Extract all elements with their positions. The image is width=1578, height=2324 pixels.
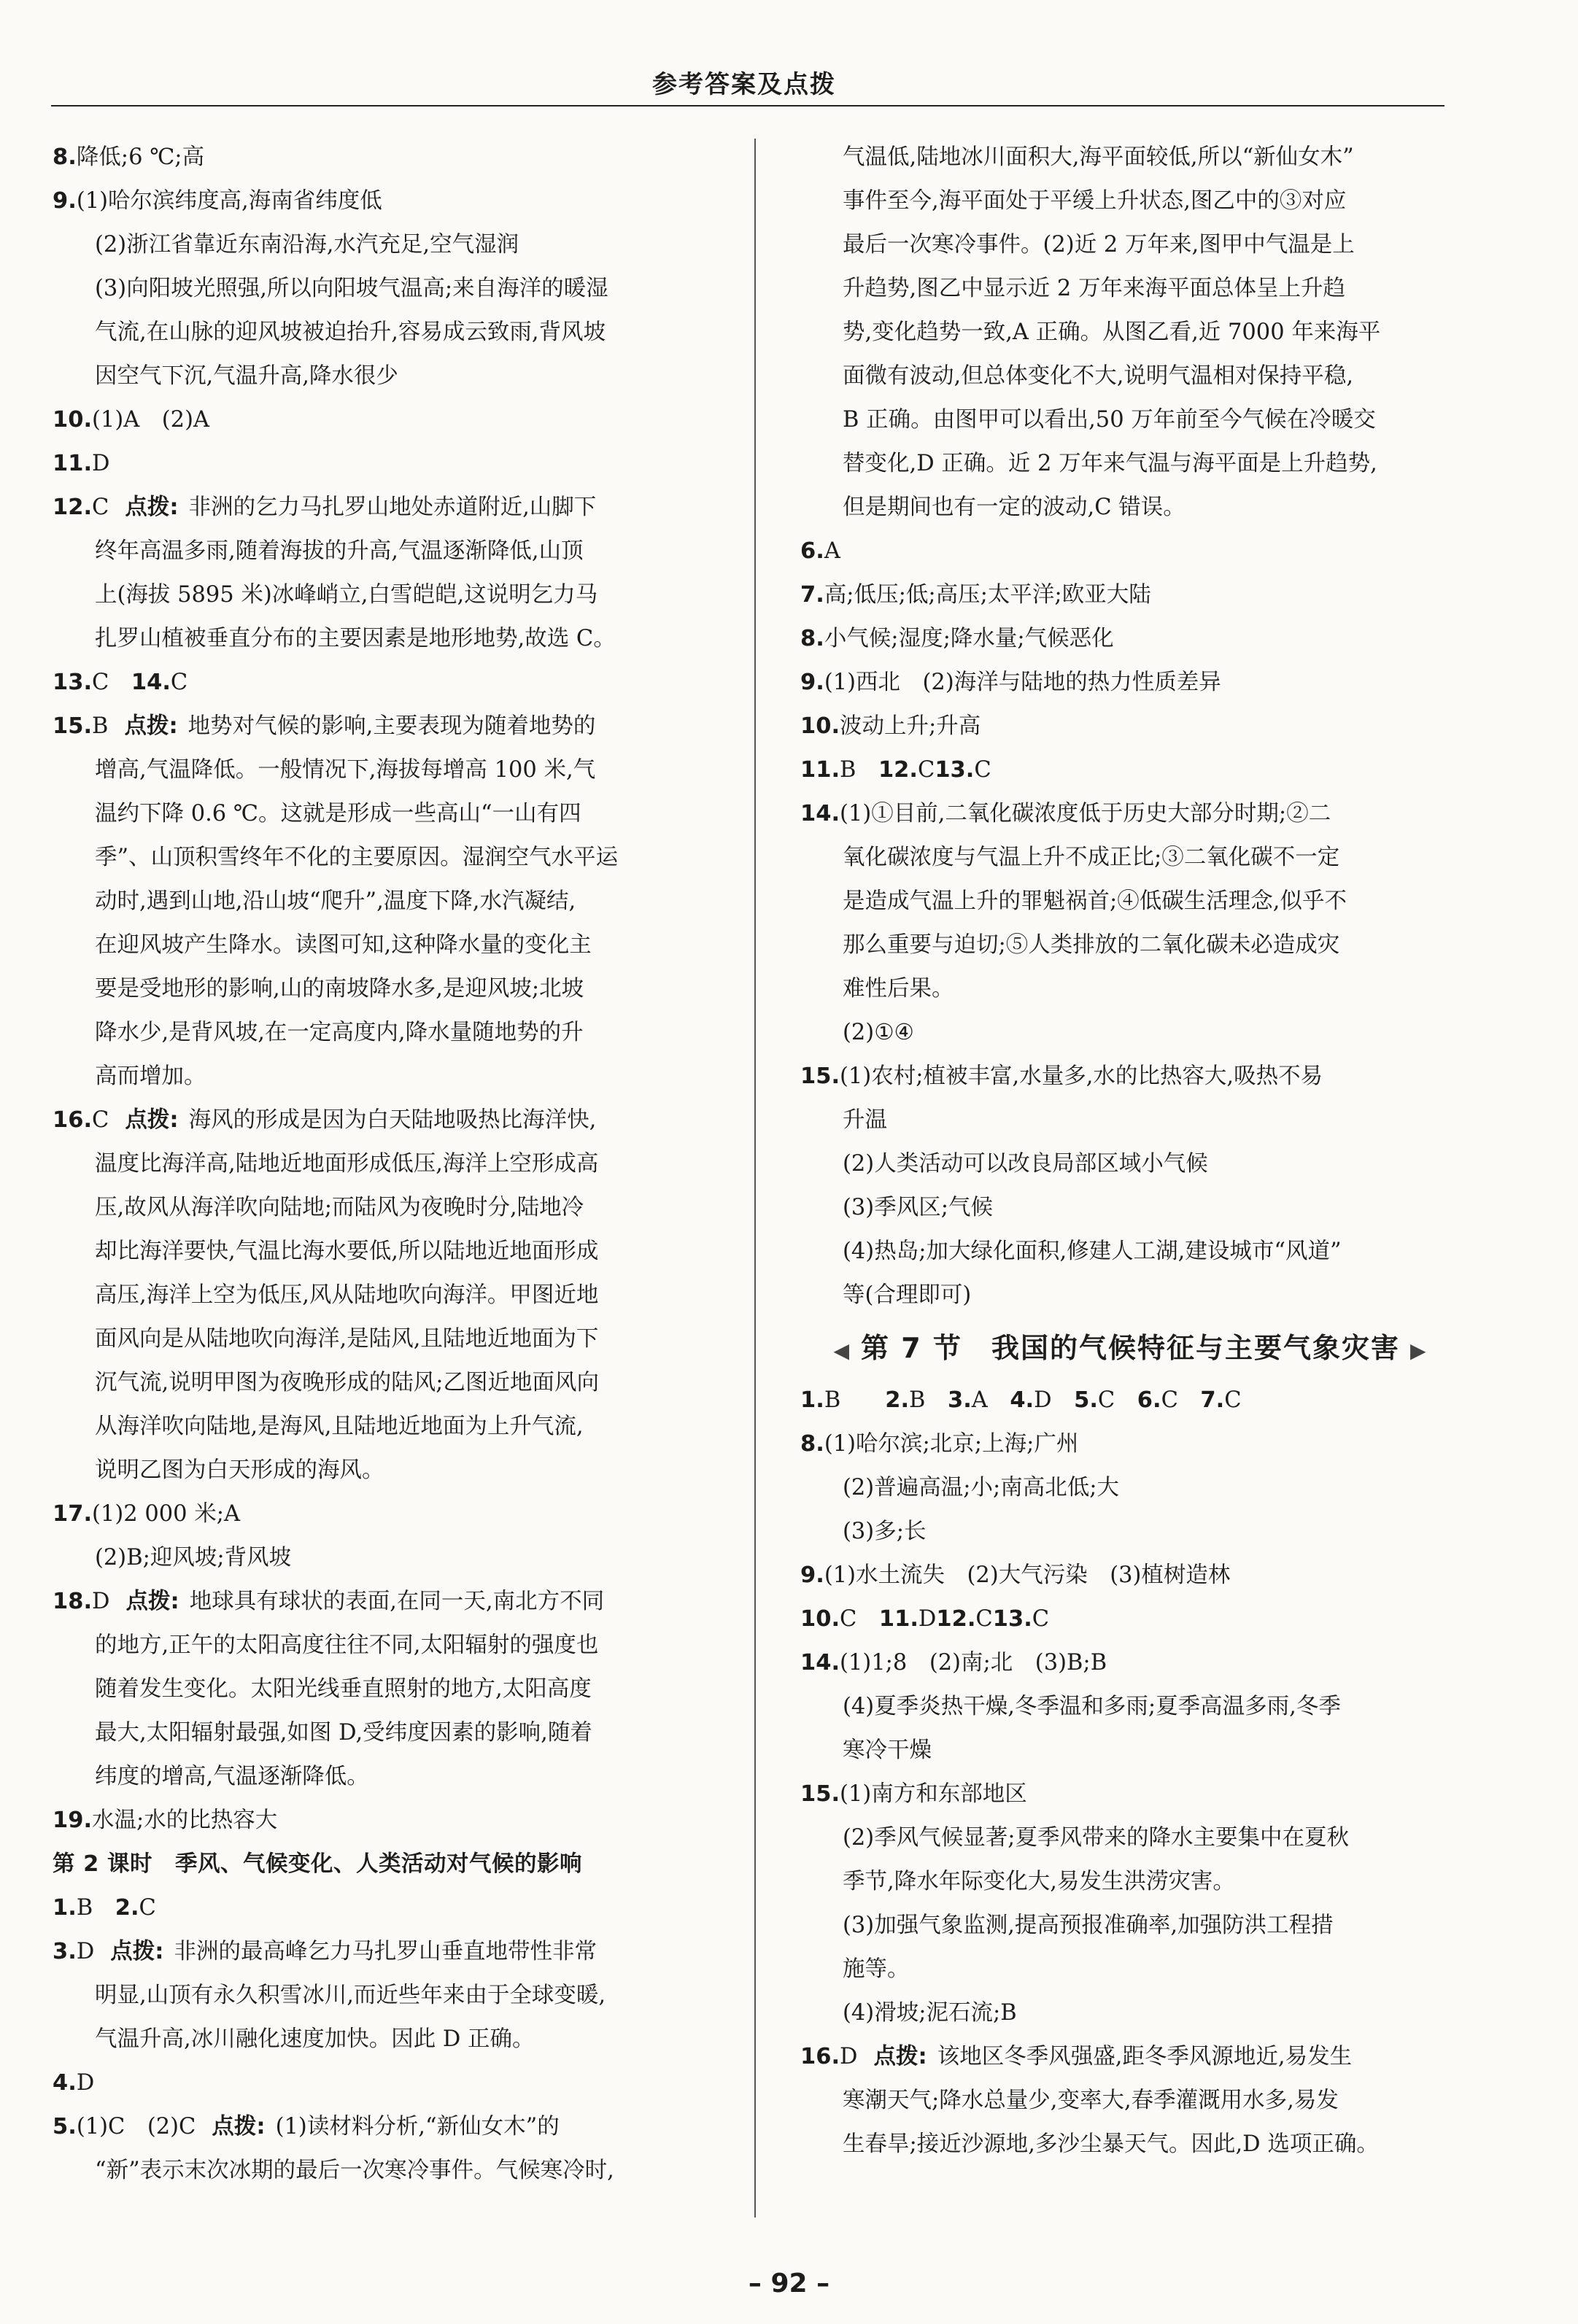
answer-line	[53, 355, 713, 398]
answer-text: B	[76, 1895, 93, 1921]
answer-line	[53, 179, 713, 223]
question-number: 9.	[800, 670, 824, 695]
tip-text: 地球具有球状的表面,在同一天,南北方不同	[189, 1589, 605, 1614]
answer-line	[800, 1860, 1461, 1904]
answer-line	[53, 1274, 713, 1317]
question-number: 10.	[800, 713, 840, 739]
answer-text: 但是期间也有一定的波动,C 错误。	[843, 495, 1186, 520]
answer-text: (4)热岛;加大绿化面积,修建人工湖,建设城市“风道”	[843, 1239, 1342, 1264]
answer-text: (3)向阳坡光照强,所以向阳坡气温高;来自海洋的暖湿	[95, 276, 608, 301]
answer-line	[53, 1624, 713, 1668]
answer-text: 说明乙图为白天形成的海风。	[95, 1457, 384, 1483]
answer-text: 压,故风从海洋吹向陆地;而陆风为夜晚时分,陆地冷	[95, 1195, 584, 1220]
answer-text: D	[918, 1606, 937, 1632]
answer-text: 事件至今,海平面处于平缓上升状态,图乙中的③对应	[843, 188, 1347, 214]
answer-line	[53, 880, 713, 923]
answer-text: D	[76, 1939, 95, 1964]
answer-line	[800, 1554, 1461, 1597]
question-number: 7.	[1200, 1387, 1225, 1413]
answer-text: C	[1161, 1387, 1201, 1413]
question-number: 7.	[800, 582, 824, 608]
answer-text: 小气候;湿度;降水量;气候恶化	[824, 626, 1114, 651]
answer-text: C	[92, 495, 109, 520]
question-number: 5.	[53, 2114, 77, 2139]
page-number: – 92 –	[748, 2269, 830, 2298]
question-number: 9.	[53, 188, 77, 214]
answer-text: 扎罗山植被垂直分布的主要因素是地形地势,故选 C。	[95, 626, 616, 651]
answer-line	[800, 1466, 1461, 1510]
answer-line	[800, 836, 1461, 880]
answer-line	[800, 1773, 1461, 1816]
answer-line	[800, 179, 1461, 223]
answer-line	[53, 1930, 713, 1974]
answer-text: (1)2 000 米;A	[92, 1501, 241, 1527]
answer-line	[800, 311, 1461, 355]
question-number: 12.	[53, 495, 93, 520]
section-heading	[800, 1317, 1461, 1379]
answer-line	[53, 1886, 713, 1930]
question-number: 15.	[800, 1781, 840, 1807]
answer-line	[53, 311, 713, 355]
question-number: 11.	[800, 757, 840, 783]
answer-line	[800, 1991, 1461, 2035]
tip-label: 点拨:	[212, 2114, 266, 2139]
question-number: 14.	[800, 801, 840, 826]
question-number: 6.	[1137, 1387, 1161, 1413]
answer-text: 终年高温多雨,随着海拔的升高,气温逐渐降低,山顶	[95, 538, 584, 564]
answer-text: 却比海洋要快,气温比海水要低,所以陆地近地面形成	[95, 1239, 599, 1264]
tip-label: 点拨:	[125, 1589, 179, 1614]
question-number: 8.	[53, 144, 77, 170]
question-number: 17.	[53, 1501, 93, 1527]
question-number: 19.	[53, 1808, 93, 1833]
answer-text: 面微有波动,但总体变化不大,说明气温相对保持平稳,	[843, 363, 1354, 389]
answer-text: B	[824, 1387, 863, 1413]
question-number: 3.	[947, 1387, 972, 1413]
answer-text: 因空气下沉,气温升高,降水很少	[95, 363, 398, 389]
answer-text: 沉气流,说明甲图为夜晚形成的陆风;乙图近地面风向	[95, 1370, 599, 1395]
question-number: 13.	[935, 757, 975, 783]
answer-line	[53, 1011, 713, 1055]
answer-line	[800, 1274, 1461, 1317]
tip-text: 非洲的乞力马扎罗山地处赤道附近,山脚下	[188, 495, 597, 520]
answer-line	[53, 836, 713, 880]
answer-text: C	[975, 1606, 993, 1632]
answer-text: D	[840, 2044, 858, 2069]
answer-text: A	[971, 1387, 1010, 1413]
answer-text: 气温低,陆地冰川面积大,海平面较低,所以“新仙女木”	[843, 144, 1354, 170]
answer-text: (2)B;迎风坡;背风坡	[95, 1545, 292, 1570]
triangle-left-icon: ◀	[833, 1339, 851, 1363]
answer-text: 季”、山顶积雪终年不化的主要原因。湿润空气水平运	[95, 845, 619, 870]
answer-line	[800, 267, 1461, 311]
answer-line	[800, 792, 1461, 836]
question-number: 11.	[53, 451, 93, 476]
answer-line	[53, 2105, 713, 2149]
answer-line	[53, 573, 713, 617]
question-number: 14.	[131, 670, 171, 695]
answer-line	[53, 1055, 713, 1099]
answer-text: D	[92, 1589, 110, 1614]
answer-line	[53, 1799, 713, 1843]
answer-line	[53, 1755, 713, 1799]
answer-line	[800, 2035, 1461, 2079]
answer-text: 生春旱;接近沙源地,多沙尘暴天气。因此,D 选项正确。	[843, 2131, 1379, 2157]
answer-text: 面风向是从陆地吹向海洋,是陆风,且陆地近地面为下	[95, 1326, 599, 1352]
answer-line	[53, 1186, 713, 1230]
answer-text: C	[1097, 1387, 1137, 1413]
question-number: 15.	[53, 713, 93, 739]
answer-text: (2)浙江省靠近东南沿海,水汽充足,空气湿润	[95, 232, 519, 257]
answer-text: 温约下降 0.6 ℃。这就是形成一些高山“一山有四	[95, 801, 581, 826]
right-column	[800, 136, 1461, 2166]
answer-line	[800, 1099, 1461, 1142]
answer-text: 增高,气温降低。一般情况下,海拔每增高 100 米,气	[95, 757, 596, 783]
answer-text: 最后一次寒冷事件。(2)近 2 万年来,图甲中气温是上	[843, 232, 1355, 257]
answer-text: 水温;水的比热容大	[92, 1808, 278, 1833]
answer-line	[53, 617, 713, 661]
answer-line	[800, 880, 1461, 923]
triangle-right-icon: ▶	[1409, 1339, 1428, 1363]
answer-text: D	[92, 451, 110, 476]
answer-text: 高;低压;低;高压;太平洋;欧亚大陆	[824, 582, 1151, 608]
answer-line	[800, 530, 1461, 573]
answer-text: C	[170, 670, 188, 695]
answer-line	[53, 1317, 713, 1361]
answer-text: (1)1;8 (2)南;北 (3)B;B	[840, 1650, 1107, 1676]
answer-line	[800, 1816, 1461, 1860]
question-number: 11.	[878, 1606, 918, 1632]
answer-line	[53, 2018, 713, 2061]
answer-line	[53, 136, 713, 179]
answer-text: (1)农村;植被丰富,水量多,水的比热容大,吸热不易	[840, 1064, 1323, 1089]
answer-text: 随着发生变化。太阳光线垂直照射的地方,太阳高度	[95, 1676, 592, 1702]
answer-text: (3)季风区;气候	[843, 1195, 993, 1220]
answer-line	[800, 748, 1461, 792]
answer-line	[800, 486, 1461, 530]
answer-line	[800, 967, 1461, 1011]
answer-text: B	[909, 1387, 948, 1413]
answer-text: D	[76, 2070, 95, 2096]
question-number: 14.	[800, 1650, 840, 1676]
answer-line	[53, 1230, 713, 1274]
answer-line	[800, 1685, 1461, 1729]
answer-line	[800, 1904, 1461, 1948]
answer-line	[53, 1142, 713, 1186]
answer-text: 温度比海洋高,陆地近地面形成低压,海洋上空形成高	[95, 1151, 599, 1177]
answer-line	[800, 1186, 1461, 1230]
answer-text: 施等。	[843, 1956, 910, 1982]
answer-text: (1)水土流失 (2)大气污染 (3)植树造林	[824, 1562, 1231, 1588]
answer-line	[800, 1948, 1461, 1991]
question-number: 6.	[800, 538, 824, 564]
answer-line	[53, 1492, 713, 1536]
answer-text: C	[1224, 1387, 1242, 1413]
question-number: 13.	[992, 1606, 1032, 1632]
answer-line	[800, 1142, 1461, 1186]
answer-text: 寒潮天气;降水总量少,变率大,春季灌溉用水多,易发	[843, 2088, 1339, 2113]
question-number: 1.	[800, 1387, 824, 1413]
question-number: 10.	[53, 407, 93, 433]
answer-line	[53, 1099, 713, 1142]
answer-text: 高而增加。	[95, 1064, 206, 1089]
answer-text: (1)南方和东部地区	[840, 1781, 1027, 1807]
answer-line	[800, 661, 1461, 705]
answer-line	[53, 1668, 713, 1711]
answer-line	[53, 705, 713, 748]
answer-line	[800, 136, 1461, 179]
answer-text: 等(合理即可)	[843, 1282, 972, 1308]
answer-line	[800, 1597, 1461, 1641]
answer-text: C	[840, 1606, 857, 1632]
answer-line	[800, 705, 1461, 748]
answer-line	[800, 1641, 1461, 1685]
answer-line	[53, 1405, 713, 1449]
answer-line	[53, 223, 713, 267]
section-title: 第 7 节 我国的气候特征与主要气象灾害	[861, 1332, 1400, 1364]
answer-line	[800, 1422, 1461, 1466]
tip-label: 点拨:	[125, 495, 179, 520]
answer-line	[53, 1449, 713, 1492]
answer-text: 难性后果。	[843, 976, 954, 1002]
answer-text: (1)西北 (2)海洋与陆地的热力性质差异	[824, 670, 1221, 695]
tip-text: 地势对气候的影响,主要表现为随着地势的	[187, 713, 596, 739]
question-number: 3.	[53, 1939, 77, 1964]
answer-text: (3)多;长	[843, 1519, 927, 1544]
left-column	[53, 136, 713, 2193]
question-number: 12.	[936, 1606, 976, 1632]
question-number: 1.	[53, 1895, 77, 1921]
answer-line	[53, 1580, 713, 1624]
page-header-title: 参考答案及点拨	[652, 70, 836, 99]
answer-text: 是造成气温上升的罪魁祸首;④低碳生活理念,似乎不	[843, 888, 1347, 914]
answer-line	[800, 1729, 1461, 1773]
question-number: 2.	[115, 1895, 139, 1921]
answer-line	[800, 1011, 1461, 1055]
answer-text: 上(海拔 5895 米)冰峰峭立,白雪皑皑,这说明乞力马	[95, 582, 598, 608]
question-number: 16.	[800, 2044, 840, 2069]
answer-text: 在迎风坡产生降水。读图可知,这种降水量的变化主	[95, 932, 592, 958]
question-number: 9.	[800, 1562, 824, 1588]
answer-text: (4)滑坡;泥石流;B	[843, 2000, 1017, 2026]
answer-text: 纬度的增高,气温逐渐降低。	[95, 1764, 369, 1789]
answer-line	[800, 2079, 1461, 2123]
answer-text: (1)哈尔滨;北京;上海;广州	[824, 1431, 1079, 1457]
question-number: 4.	[1010, 1387, 1034, 1413]
answer-text: B 正确。由图甲可以看出,50 万年前至今气候在冷暖交	[843, 407, 1376, 433]
answer-text: C	[917, 757, 935, 783]
answer-text: (2)人类活动可以改良局部区域小气候	[843, 1151, 1208, 1177]
answer-text: 势,变化趋势一致,A 正确。从图乙看,近 7000 年来海平	[843, 319, 1381, 345]
answer-line	[53, 661, 713, 705]
answer-line	[800, 573, 1461, 617]
answer-text: (3)加强气象监测,提高预报准确率,加强防洪工程措	[843, 1913, 1334, 1938]
tip-label: 点拨:	[873, 2044, 927, 2069]
answer-text: 季节,降水年际变化大,易发生洪涝灾害。	[843, 1869, 1235, 1894]
answer-text: (1)A (2)A	[92, 407, 209, 433]
answer-text: (1)哈尔滨纬度高,海南省纬度低	[76, 188, 382, 214]
question-number: 5.	[1074, 1387, 1098, 1413]
answer-line	[53, 1711, 713, 1755]
answer-line	[800, 2123, 1461, 2166]
answer-line	[800, 355, 1461, 398]
answer-line	[53, 398, 713, 442]
question-number: 2.	[885, 1387, 910, 1413]
answer-line	[800, 1510, 1461, 1554]
answer-text: 气温升高,冰川融化速度加快。因此 D 正确。	[95, 2026, 535, 2052]
answer-line	[53, 442, 713, 486]
answer-text: A	[824, 538, 840, 564]
tip-text: 非洲的最高峰乞力马扎罗山垂直地带性非常	[174, 1939, 597, 1964]
answer-text: (2)①④	[843, 1020, 914, 1045]
tip-text: (1)读材料分析,“新仙女木”的	[275, 2114, 560, 2139]
answer-text: 替变化,D 正确。近 2 万年来气温与海平面是上升趋势,	[843, 451, 1377, 476]
answer-text: “新”表示末次冰期的最后一次寒冷事件。气候寒冷时,	[95, 2158, 614, 2183]
question-number: 4.	[53, 2070, 77, 2096]
answer-text: 升温	[843, 1107, 887, 1133]
answer-line	[800, 1230, 1461, 1274]
answer-text: 降低;6 ℃;高	[76, 144, 205, 170]
question-number: 16.	[53, 1107, 93, 1133]
tip-label: 点拨:	[125, 1107, 179, 1133]
answer-line	[53, 923, 713, 967]
answer-text: B	[840, 757, 856, 783]
answer-text: 从海洋吹向陆地,是海风,且陆地近地面为上升气流,	[95, 1414, 584, 1439]
answer-text: 要是受地形的影响,山的南坡降水多,是迎风坡;北坡	[95, 976, 584, 1002]
answer-text: 升趋势,图乙中显示近 2 万年来海平面总体呈上升趋	[843, 276, 1345, 301]
tip-label: 点拨:	[110, 1939, 164, 1964]
answer-text: 最大,太阳辐射最强,如图 D,受纬度因素的影响,随着	[95, 1720, 592, 1746]
answer-line	[800, 442, 1461, 486]
answer-line	[800, 617, 1461, 661]
answer-text: (1)①目前,二氧化碳浓度低于历史大部分时期;②二	[840, 801, 1331, 826]
answer-text: 高压,海洋上空为低压,风从陆地吹向海洋。甲图近地	[95, 1282, 599, 1308]
answer-text: C	[974, 757, 991, 783]
answer-line	[53, 2149, 713, 2193]
tip-text: 海风的形成是因为白天陆地吸热比海洋快,	[188, 1107, 597, 1133]
answer-line	[53, 1361, 713, 1405]
question-number: 18.	[53, 1589, 93, 1614]
answer-text: 氧化碳浓度与气温上升不成正比;③二氧化碳不一定	[843, 845, 1340, 870]
answer-text: 明显,山顶有永久积雪冰川,而近些年来由于全球变暖,	[95, 1983, 606, 2008]
answer-line	[800, 1055, 1461, 1099]
answer-text: (1)C (2)C	[76, 2114, 196, 2139]
answer-text: C	[1032, 1606, 1050, 1632]
answer-text: 降水少,是背风坡,在一定高度内,降水量随地势的升	[95, 1020, 584, 1045]
answer-text: 气流,在山脉的迎风坡被迫抬升,容易成云致雨,背风坡	[95, 319, 606, 345]
question-number: 15.	[800, 1064, 840, 1089]
answer-text: B	[92, 713, 109, 739]
answer-text: C	[92, 670, 109, 695]
answer-line	[53, 792, 713, 836]
answer-text: 的地方,正午的太阳高度往往不同,太阳辐射的强度也	[95, 1632, 599, 1658]
answer-line	[53, 530, 713, 573]
answer-line	[53, 267, 713, 311]
answer-text: (4)夏季炎热干燥,冬季温和多雨;夏季高温多雨,冬季	[843, 1694, 1341, 1719]
answer-text: C	[139, 1895, 156, 1921]
lesson-heading: 第 2 课时 季风、气候变化、人类活动对气候的影响	[53, 1851, 582, 1877]
answer-text: C	[92, 1107, 109, 1133]
answer-text: 寒冷干燥	[843, 1738, 932, 1763]
answer-line	[53, 2061, 713, 2105]
answer-line	[800, 223, 1461, 267]
question-number: 8.	[800, 1431, 824, 1457]
header-rule	[51, 105, 1444, 106]
answer-text: 那么重要与迫切;⑤人类排放的二氧化碳未必造成灾	[843, 932, 1340, 958]
answer-line	[53, 486, 713, 530]
answer-line	[53, 1536, 713, 1580]
answer-text: (2)季风气候显著;夏季风带来的降水主要集中在夏秋	[843, 1825, 1349, 1851]
column-divider	[754, 139, 756, 2218]
answer-text: D	[1034, 1387, 1075, 1413]
answer-text: 动时,遇到山地,沿山坡“爬升”,温度下降,水汽凝结,	[95, 888, 576, 914]
answer-text: (2)普遍高温;小;南高北低;大	[843, 1475, 1120, 1500]
answer-line	[800, 923, 1461, 967]
question-number: 13.	[53, 670, 93, 695]
answer-line	[53, 748, 713, 792]
tip-text: 该地区冬季风强盛,距冬季风源地近,易发生	[937, 2044, 1353, 2069]
question-number: 12.	[878, 757, 918, 783]
answer-line	[53, 1974, 713, 2018]
question-number: 10.	[800, 1606, 840, 1632]
tip-label: 点拨:	[124, 713, 178, 739]
answer-text: 波动上升;升高	[840, 713, 981, 739]
answer-line	[800, 398, 1461, 442]
answer-line	[800, 1379, 1461, 1422]
answer-line	[53, 967, 713, 1011]
question-number: 8.	[800, 626, 824, 651]
